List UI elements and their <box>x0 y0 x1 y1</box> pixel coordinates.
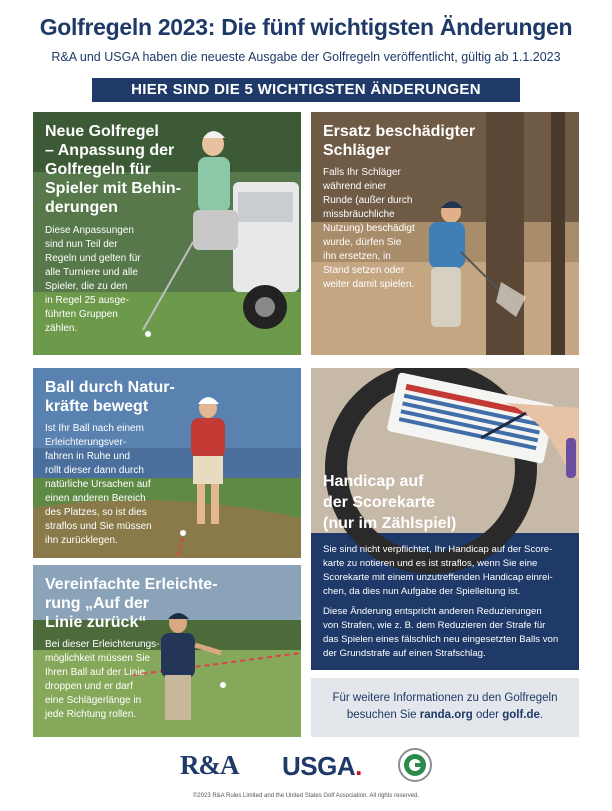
panel-text-line: Scorekarte mit einem unzutreffenden Handicap einrei- <box>323 572 553 583</box>
panel-title-line: Ersatz beschädigter <box>323 123 476 140</box>
panel-text-line: zählen. <box>45 323 78 334</box>
copyright-notice: ©2023 R&A Rules Limited and the United States Golf Association. All rights reserved. <box>192 793 420 799</box>
info-text: oder <box>472 709 503 721</box>
panel-text-line: karte zu notieren und es ist straflos, wenn Sie eine <box>323 558 538 569</box>
randa-logo: R&A <box>180 750 239 780</box>
panel-text-line: Stand setzen oder <box>323 265 405 276</box>
panel-text-line: Spieler, die zu den <box>45 281 128 292</box>
panel-text-secondary <box>323 605 558 661</box>
panel-text-line: während einer <box>323 181 387 192</box>
panel-title <box>45 122 181 217</box>
panel-title-line: der Scorekarte <box>323 494 436 511</box>
panel-text <box>45 422 152 548</box>
panel-title <box>323 122 475 160</box>
panel-text-line: Regeln und gelten für <box>45 253 141 264</box>
panel-ball-moved-by-nature <box>33 368 301 558</box>
panel-title <box>323 471 456 534</box>
usga-logo-dot: . <box>355 751 362 781</box>
panel-text-line: in Regel 25 ausge- <box>45 295 129 306</box>
panel-text-line: fahren in Ruhe und <box>45 451 131 462</box>
usga-logo <box>282 751 362 782</box>
panel-text-line: sind nun Teil der <box>45 239 118 250</box>
panel-title-line: derungen <box>45 199 118 216</box>
panel-text-line: Runde (außer durch <box>323 195 413 206</box>
info-line: Für weitere Informationen zu den Golfregeln <box>332 692 558 704</box>
panel-text-line: möglichkeit müssen Sie <box>45 653 151 664</box>
panel-text <box>323 543 553 599</box>
panel-title-line: Linie zurück“ <box>45 614 147 631</box>
panel-text-line: missbräuchliche <box>323 209 395 220</box>
panel-text-line: der Grundstrafe auf einen Strafschlag. <box>323 648 486 659</box>
panel-back-on-the-line <box>33 565 301 737</box>
randa-link[interactable]: randa.org <box>419 709 473 721</box>
panel-title-line: Handicap auf <box>323 473 424 490</box>
panel-title-line: Golfregeln für <box>45 161 151 178</box>
panel-title-line: Schläger <box>323 142 391 159</box>
panel-text-line: führten Gruppen <box>45 309 118 320</box>
panel-text-line: Erleichterungsver- <box>45 437 127 448</box>
panel-text-line: eine Schlägerlänge in <box>45 695 142 706</box>
panel-title-line: rung „Auf der <box>45 595 149 612</box>
page-title: Golfregeln 2023: Die fünf wichtigsten Änderungen <box>39 14 573 40</box>
golf-de-link[interactable]: golf.de <box>502 709 540 721</box>
panel-text-line: jede Richtung rollen. <box>45 709 137 720</box>
panel-text-line: alle Turniere und alle <box>45 267 138 278</box>
panel-text-line: rollt dieser dann durch <box>45 465 144 476</box>
panel-text-line: Diese Anpassungen <box>45 225 134 236</box>
panel-text-line: ihn ersetzen, in <box>323 251 391 262</box>
panel-text-line: Ist Ihr Ball nach einem <box>45 423 144 434</box>
info-line <box>311 707 579 724</box>
panel-text <box>323 166 415 292</box>
panel-text-line: wurde, dürfen Sie <box>323 237 402 248</box>
panel-text-line: Nutzung) beschädigt <box>323 223 415 234</box>
panel-title-line: – Anpassung der <box>45 142 175 159</box>
panel-text-line: straflos und Sie müssen <box>45 521 152 532</box>
panel-title-line: Spieler mit Behin- <box>45 180 182 197</box>
panel-text <box>45 638 160 722</box>
panel-title-line: kräfte bewegt <box>45 398 149 415</box>
info-text: . <box>539 709 544 721</box>
more-info-box <box>311 678 579 737</box>
panel-text <box>45 224 141 336</box>
panel-handicap-scorecard <box>311 368 579 670</box>
panel-disability-rules <box>33 112 301 355</box>
panel-title <box>45 378 175 416</box>
panel-text-line: das Spielen eines fälschlich neu eingesetzten Balls von <box>323 634 559 645</box>
panel-text-line: Bei dieser Erleichterungs- <box>45 639 160 650</box>
panel-title-line: Vereinfachte Erleichte- <box>45 576 218 593</box>
panel-text-line: von Strafen, wie z. B. dem Reduzieren der Strafe für <box>323 620 546 631</box>
panel-text-line: einen anderen Bereich <box>45 493 146 504</box>
panel-damaged-club <box>311 112 579 355</box>
panel-title-line: Neue Golfregel <box>45 123 159 140</box>
dgv-golf-logo <box>398 748 432 782</box>
panel-text-line: ihn zurücklegen. <box>45 535 118 546</box>
section-banner: HIER SIND DIE 5 WICHTIGSTEN ÄNDERUNGEN <box>92 78 520 102</box>
panel-title-line: Ball durch Natur- <box>45 379 175 396</box>
page-subtitle: R&A und USGA haben die neueste Ausgabe der Golfregeln veröffentlicht, gültig ab 1.1.2023 <box>51 50 561 64</box>
usga-logo-text: USGA <box>282 751 356 781</box>
panel-text-line: Sie sind nicht verpflichtet, Ihr Handicap auf der Score- <box>323 544 553 555</box>
panel-text-line: des Platzes, so ist dies <box>45 507 147 518</box>
panel-text-line: chen, da dies nun Aufgabe der Spielleitung ist. <box>323 586 521 597</box>
panel-text-line: natürliche Ursachen auf <box>45 479 151 490</box>
panel-text-line: droppen und er darf <box>45 681 133 692</box>
panel-text-line: Diese Änderung entspricht anderen Reduzierungen <box>323 606 542 617</box>
panel-title <box>45 575 218 632</box>
info-text: besuchen Sie <box>346 709 420 721</box>
panel-text-line: Ihren Ball auf der Linie <box>45 667 146 678</box>
panel-title-line: (nur im Zählspiel) <box>323 515 457 532</box>
panel-text-line: weiter damit spielen. <box>323 279 415 290</box>
panel-text-line: Falls Ihr Schläger <box>323 167 401 178</box>
